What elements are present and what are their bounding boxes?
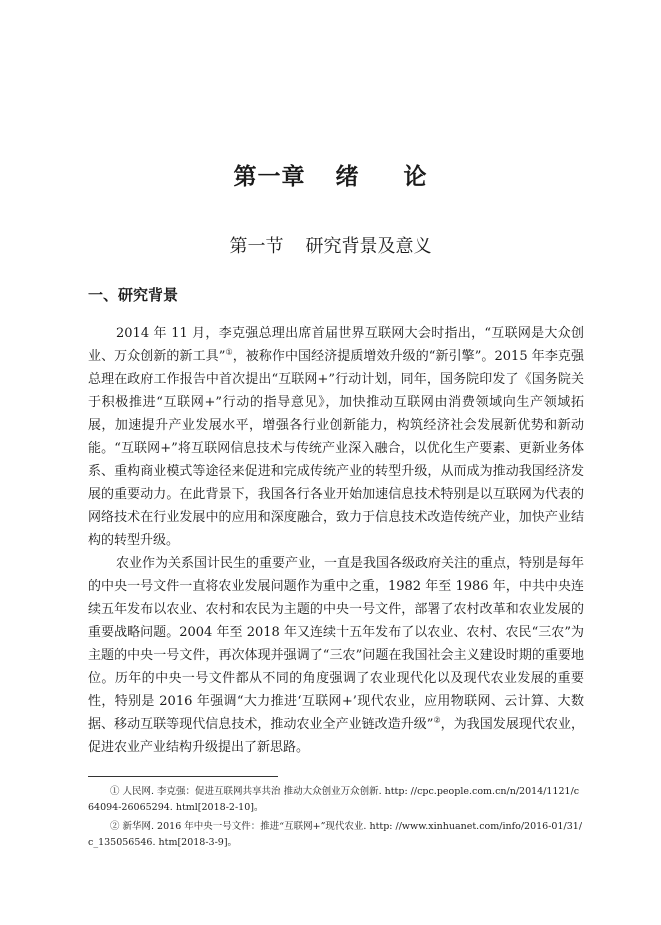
subsection-title: 一、研究背景 xyxy=(88,286,179,304)
paragraph-1 xyxy=(88,322,584,552)
footnote-2: ② 新华网. 2016 年中央一号文件：推进“互联网+”现代农业. http: //www.xinhuanet.com/info/2016-01/31/c_135056546. htm[2018-3-9]。 xyxy=(88,821,583,848)
paragraph-1-text-a: 2014 年 11 月，李克强总理出席首届世界互联网大会时指出，“互联网是大众创业、万众创新的新工具” xyxy=(88,326,584,364)
paragraph-2 xyxy=(88,552,584,759)
section-label: 第一节 xyxy=(229,236,284,257)
footnote-divider xyxy=(88,776,278,777)
chapter-title-char-2: 论 xyxy=(403,164,428,190)
paragraph-2-text-a: 农业作为关系国计民生的重要产业，一直是我国各级政府关注的重点，特别是每年的中央一号文件一直将农业发展问题作为重中之重，1982 年至 1986 年，中共中央连续五年发布以农业、农村和农民为主题的中央一号文件，部署了农村改革和农业发展的重要战略问题。2004 年至 2018 年又连续十五年发布了以农业、农村、农民“三农”为主题的中央一号文件，再次体现并强调了“三农”问题在我国社会主义建设时期的重要地位。历年的中央一号文件都从不同的角度强调了农业现代化以及现代农业发展的重要性，特别是 2016 年强调“大力推进‘互联网+’现代农业，应用物联网、云计算、大数据、移动互联等现代信息技术，推动农业全产业链改造升级” xyxy=(88,556,585,732)
paragraph-2-text-b: ，为我国发展现代农业，促进农业产业结构升级提出了新思路。 xyxy=(88,717,584,755)
chapter-label: 第一章 xyxy=(233,164,306,190)
footnote-ref-2[interactable]: ② xyxy=(433,715,441,725)
footnote-ref-1[interactable]: ① xyxy=(225,347,233,357)
chapter-title-char-1: 绪 xyxy=(335,164,360,190)
section-title-text: 研究背景及意义 xyxy=(305,236,432,257)
paragraph-1-text-b: ，被称作中国经济提质增效升级的“新引擎”。2015 年李克强总理在政府工作报告中首次提出“互联网+”行动计划，同年，国务院印发了《国务院关于积极推进“互联网+”行动的指导意见》，加快推动互联网由消费领域向生产领域拓展，加速提升产业发展水平，增强各行业创新能力，构筑经济社会发展新优势和新动能。“互联网+”将互联网信息技术与传统产业深入融合，以优化生产要素、更新业务体系、重构商业模式等途径来促进和完成传统产业的转型升级，从而成为推动我国经济发展的重要动力。在此背景下，我国各行各业开始加速信息技术特别是以互联网为代表的网络技术在行业发展中的应用和深度融合，致力于信息技术改造传统产业，加快产业结构的转型升级。 xyxy=(88,349,585,548)
footnotes xyxy=(88,784,584,854)
section-title xyxy=(0,232,661,258)
body-text xyxy=(88,322,584,759)
footnote-1: ① 人民网. 李克强：促进互联网共享共治 推动大众创业万众创新. http: //cpc.people.com.cn/n/2014/1121/c64094-26065294. html[2018-2-10]。 xyxy=(88,786,580,813)
chapter-title xyxy=(0,158,661,191)
